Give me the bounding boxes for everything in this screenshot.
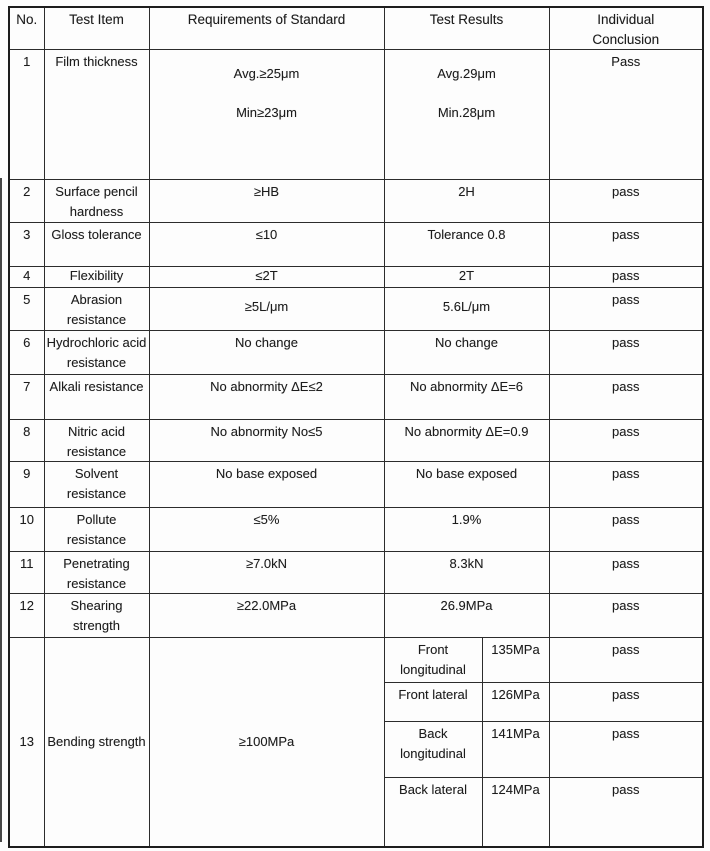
- row-13-sub-1-value: 135MPa: [482, 638, 549, 683]
- row-9-requirement: No base exposed: [149, 462, 384, 508]
- row-13-sub-4-conclusion: pass: [549, 778, 703, 847]
- row-3-result: Tolerance 0.8: [384, 223, 549, 267]
- row-1-conclusion: Pass: [549, 50, 703, 180]
- row-10-result: 1.9%: [384, 508, 549, 552]
- row-10-no: 10: [9, 508, 44, 552]
- row-3-item: Gloss tolerance: [44, 223, 149, 267]
- row-4-no: 4: [9, 267, 44, 288]
- table-row: [9, 267, 703, 288]
- row-13-item: Bending strength: [44, 638, 149, 847]
- table-row: [9, 462, 703, 508]
- row-7-conclusion: pass: [549, 375, 703, 420]
- row-6-requirement: No change: [149, 331, 384, 375]
- row-5-item: Abrasion resistance: [44, 288, 149, 331]
- row-11-conclusion: pass: [549, 552, 703, 594]
- header-conclusion-line1: Individual: [597, 12, 655, 27]
- row-7-result: No abnormity ΔE=6: [384, 375, 549, 420]
- row-7-no: 7: [9, 375, 44, 420]
- row-8-result: No abnormity ΔE=0.9: [384, 420, 549, 462]
- row-2-item: Surface pencil hardness: [44, 180, 149, 223]
- row-2-conclusion: pass: [549, 180, 703, 223]
- test-results-table: [8, 6, 704, 848]
- row-2-no: 2: [9, 180, 44, 223]
- table-row: [9, 420, 703, 462]
- row-4-item: Flexibility: [44, 267, 149, 288]
- header-row: [9, 7, 703, 50]
- row-9-item: Solvent resistance: [44, 462, 149, 508]
- row-4-conclusion: pass: [549, 267, 703, 288]
- row-6-no: 6: [9, 331, 44, 375]
- table-row: [9, 594, 703, 638]
- row-6-conclusion: pass: [549, 331, 703, 375]
- header-individual-conclusion: [549, 7, 703, 50]
- row-13-sub-2-value: 126MPa: [482, 683, 549, 722]
- row-1-result-avg: Avg.29μm: [437, 66, 496, 82]
- row-13-requirement: ≥100MPa: [149, 638, 384, 847]
- row-13-sub-3-direction: Back longitudinal: [384, 722, 482, 778]
- row-12-result: 26.9MPa: [384, 594, 549, 638]
- row-1-no: 1: [9, 50, 44, 180]
- table-row: [9, 223, 703, 267]
- header-conclusion-line2: Conclusion: [592, 31, 660, 47]
- row-1-requirement: [149, 50, 384, 180]
- row-4-result: 2T: [384, 267, 549, 288]
- row-13-sub-3-value: 141MPa: [482, 722, 549, 778]
- row-13-no: 13: [9, 638, 44, 847]
- table-row: [9, 375, 703, 420]
- row-6-result: No change: [384, 331, 549, 375]
- row-9-result: No base exposed: [384, 462, 549, 508]
- row-13-sub-3-conclusion: pass: [549, 722, 703, 778]
- table-row: [9, 50, 703, 180]
- row-5-requirement: ≥5L/μm: [149, 288, 384, 331]
- table-row: [9, 552, 703, 594]
- header-requirements: Requirements of Standard: [149, 7, 384, 50]
- row-7-item: Alkali resistance: [44, 375, 149, 420]
- row-13-sub-4-direction: Back lateral: [384, 778, 482, 847]
- row-1-result-min: Min.28μm: [437, 104, 496, 120]
- row-1-item: Film thickness: [44, 50, 149, 180]
- row-2-result: 2H: [384, 180, 549, 223]
- row-13-sub-1-direction: Front longitudinal: [384, 638, 482, 683]
- row-8-requirement: No abnormity No≤5: [149, 420, 384, 462]
- row-11-result: 8.3kN: [384, 552, 549, 594]
- row-11-no: 11: [9, 552, 44, 594]
- row-4-requirement: ≤2T: [149, 267, 384, 288]
- row-11-item: Penetrating resistance: [44, 552, 149, 594]
- row-12-conclusion: pass: [549, 594, 703, 638]
- row-13-sub-1-conclusion: pass: [549, 638, 703, 683]
- table-row: [9, 331, 703, 375]
- row-7-requirement: No abnormity ΔE≤2: [149, 375, 384, 420]
- row-9-conclusion: pass: [549, 462, 703, 508]
- row-13-sub-4-value: 124MPa: [482, 778, 549, 847]
- scan-edge-artifact: [0, 178, 2, 842]
- table-row: [9, 508, 703, 552]
- row-11-requirement: ≥7.0kN: [149, 552, 384, 594]
- row-13-sub-2-direction: Front lateral: [384, 683, 482, 722]
- row-12-requirement: ≥22.0MPa: [149, 594, 384, 638]
- table-row: [9, 638, 703, 683]
- header-test-item: Test Item: [44, 7, 149, 50]
- row-5-result: 5.6L/μm: [384, 288, 549, 331]
- row-3-no: 3: [9, 223, 44, 267]
- header-no: No.: [9, 7, 44, 50]
- row-13-sub-2-conclusion: pass: [549, 683, 703, 722]
- row-10-item: Pollute resistance: [44, 508, 149, 552]
- row-1-requirement-avg: Avg.≥25μm: [233, 66, 300, 82]
- row-2-requirement: ≥HB: [149, 180, 384, 223]
- row-5-no: 5: [9, 288, 44, 331]
- row-1-result: [384, 50, 549, 180]
- table-row: [9, 180, 703, 223]
- row-1-requirement-min: Min≥23μm: [236, 104, 297, 120]
- row-10-requirement: ≤5%: [149, 508, 384, 552]
- row-8-conclusion: pass: [549, 420, 703, 462]
- row-10-conclusion: pass: [549, 508, 703, 552]
- table-row: [9, 288, 703, 331]
- row-12-item: Shearing strength: [44, 594, 149, 638]
- row-8-no: 8: [9, 420, 44, 462]
- row-12-no: 12: [9, 594, 44, 638]
- row-5-conclusion: pass: [549, 288, 703, 331]
- row-3-conclusion: pass: [549, 223, 703, 267]
- row-8-item: Nitric acid resistance: [44, 420, 149, 462]
- row-9-no: 9: [9, 462, 44, 508]
- row-3-requirement: ≤10: [149, 223, 384, 267]
- header-test-results: Test Results: [384, 7, 549, 50]
- row-6-item: Hydrochloric acid resistance: [44, 331, 149, 375]
